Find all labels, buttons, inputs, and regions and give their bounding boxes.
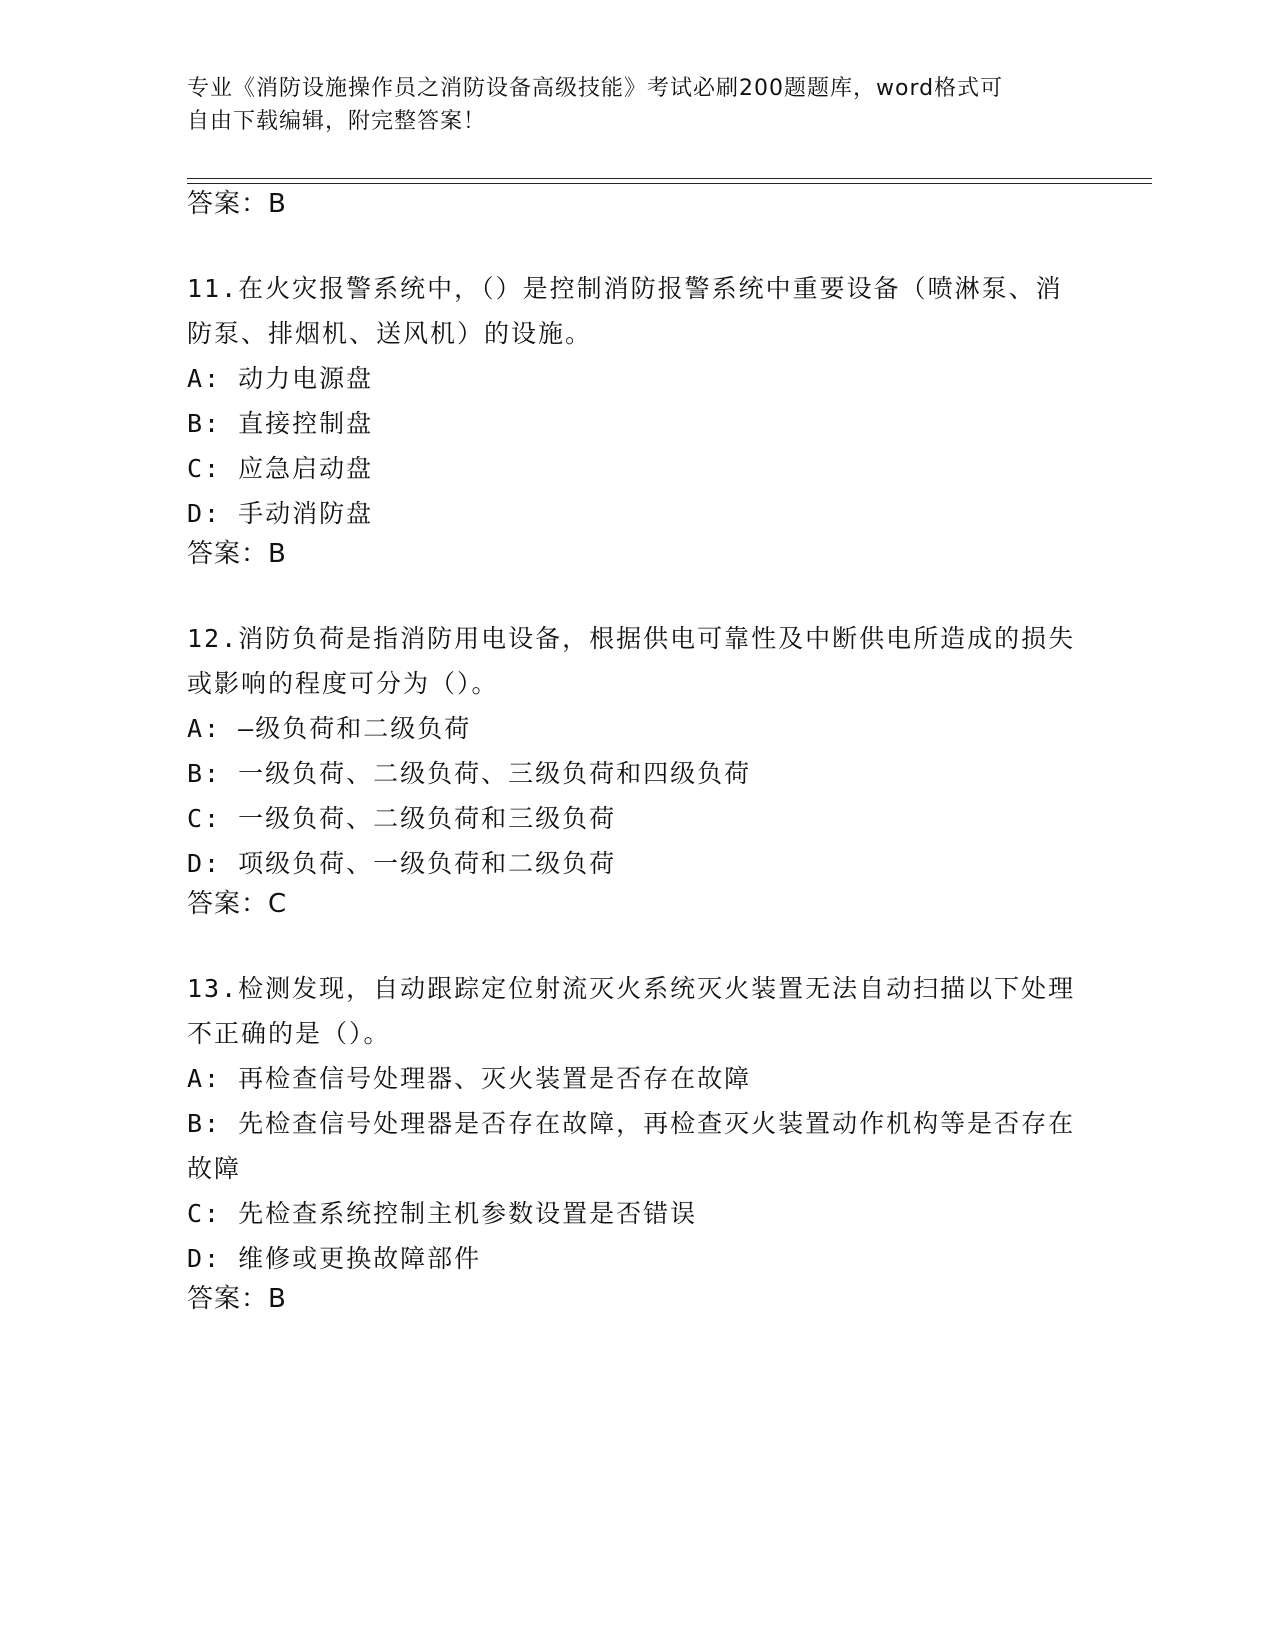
question-stem: 12.消防负荷是指消防用电设备，根据供电可靠性及中断供电所造成的损失或影响的程度可分为（）。 — [187, 624, 1076, 698]
question-11 — [187, 266, 1087, 536]
option-a: A: 再检查信号处理器、灭火装置是否存在故障 — [187, 1064, 752, 1093]
answer-13: 答案：B — [187, 1284, 287, 1314]
header-line-1: 专业《消防设施操作员之消防设备高级技能》考试必刷200题题库，word格式可 — [187, 76, 1004, 101]
option-a: A: 动力电源盘 — [187, 364, 374, 393]
header-line-2: 自由下载编辑，附完整答案！ — [187, 109, 487, 134]
option-a: A: —级负荷和二级负荷 — [187, 714, 472, 743]
option-b: B: 先检查信号处理器是否存在故障，再检查灭火装置动作机构等是否存在故障 — [187, 1109, 1076, 1183]
answer-11: 答案：B — [187, 539, 287, 569]
question-stem: 13.检测发现，自动跟踪定位射流灭火系统灭火装置无法自动扫描以下处理不正确的是（）。 — [187, 974, 1076, 1048]
option-b: B: 直接控制盘 — [187, 409, 374, 438]
question-13 — [187, 966, 1087, 1281]
question-12 — [187, 616, 1087, 886]
header-divider-bottom — [187, 183, 1152, 184]
answer-12: 答案：C — [187, 889, 288, 919]
option-d: D: 维修或更换故障部件 — [187, 1244, 482, 1273]
option-b: B: 一级负荷、二级负荷、三级负荷和四级负荷 — [187, 759, 752, 788]
option-c: C: 先检查系统控制主机参数设置是否错误 — [187, 1199, 698, 1228]
option-d: D: 手动消防盘 — [187, 499, 374, 528]
header-divider-top — [187, 178, 1152, 179]
option-c: C: 一级负荷、二级负荷和三级负荷 — [187, 804, 617, 833]
document-header — [187, 72, 1067, 138]
previous-answer: 答案：B — [187, 189, 287, 219]
question-stem: 11.在火灾报警系统中，（）是控制消防报警系统中重要设备（喷淋泵、消防泵、排烟机、送风机）的设施。 — [187, 274, 1063, 348]
option-d: D: 项级负荷、一级负荷和二级负荷 — [187, 849, 617, 878]
option-c: C: 应急启动盘 — [187, 454, 374, 483]
